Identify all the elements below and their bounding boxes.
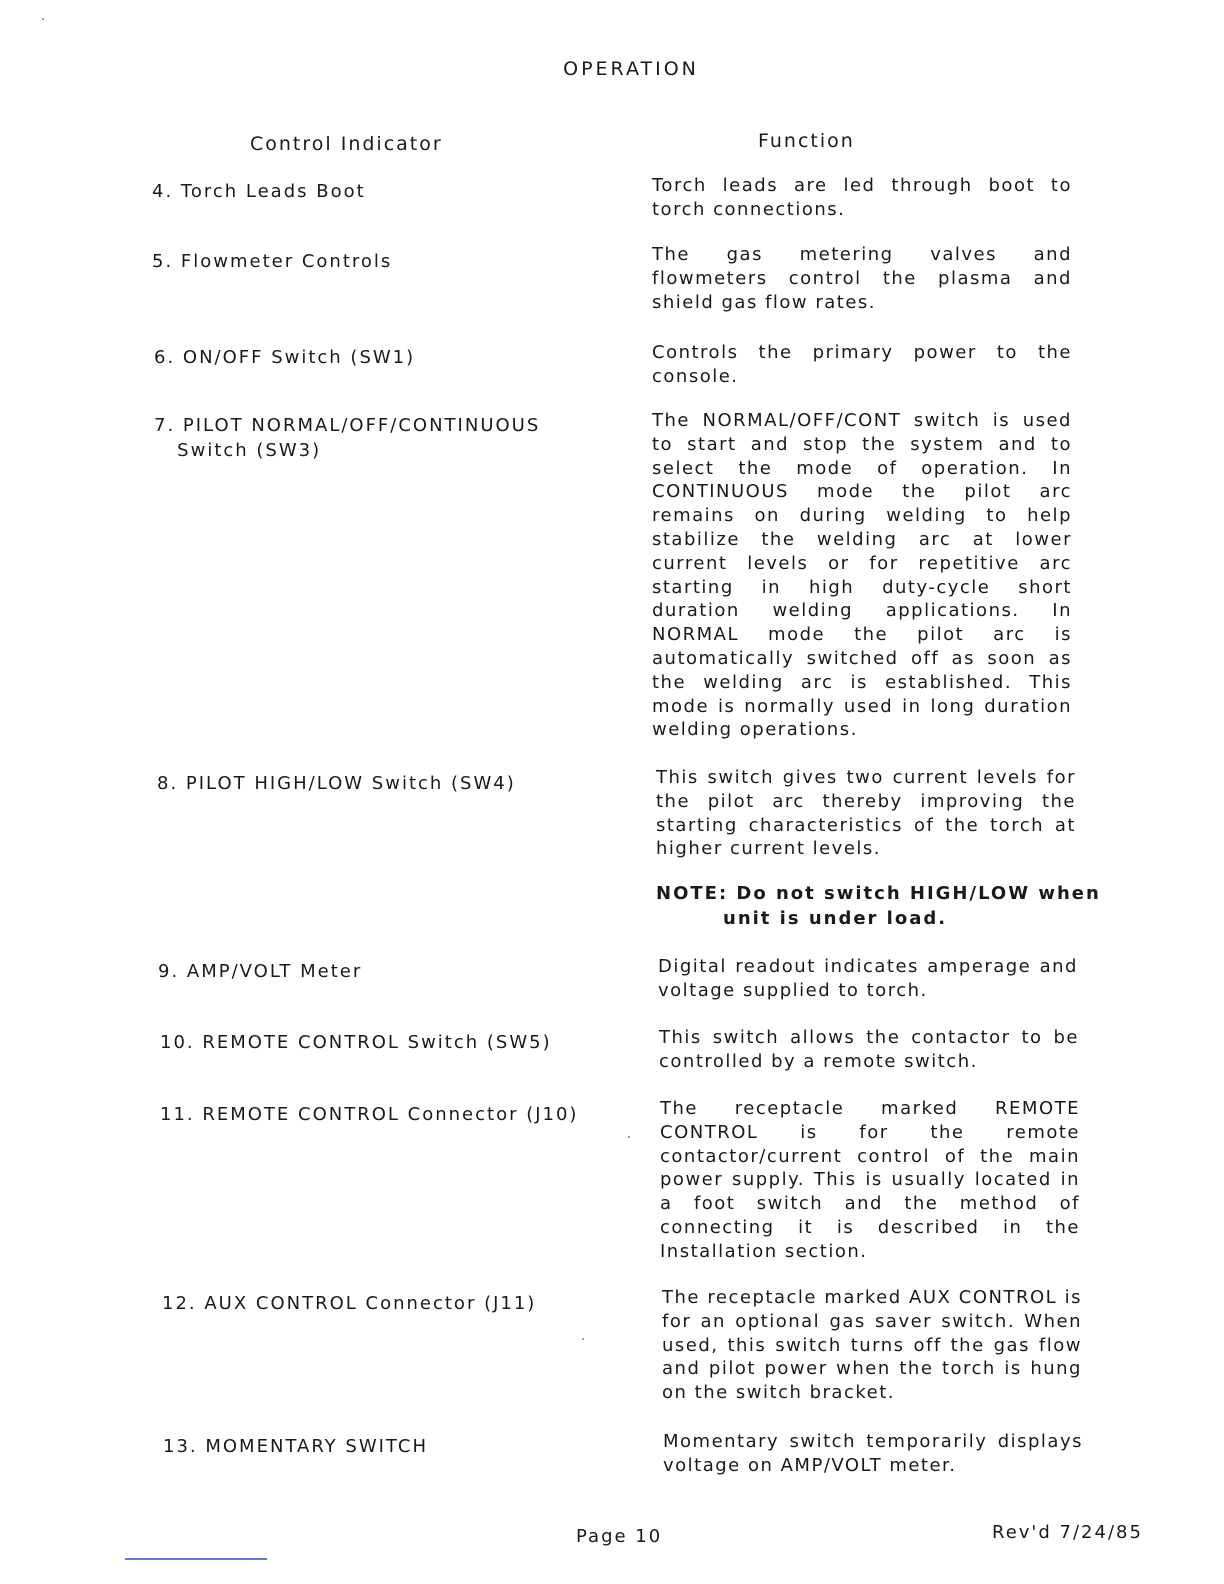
scan-speck	[628, 1136, 630, 1138]
function-item-7: The NORMAL/OFF/CONT switch is used to start and stop the system and to select the mode of operation. In CONTINUOUS mode the pilot arc remains on during welding to help stabilize the welding arc at lower current levels or for repetitive arc starting in high duty-cycle short duration welding applications. In NORMAL mode the pilot arc is automatically switched off as soon as the welding arc is established. This mode is normally used in long duration welding operations.	[652, 410, 1072, 741]
bottom-rule	[125, 1558, 267, 1560]
revision-date: Rev'd 7/24/85	[992, 1522, 1143, 1543]
scan-speck	[42, 18, 44, 20]
page-title: OPERATION	[563, 58, 699, 80]
control-item-9: 9. AMP/VOLT Meter	[158, 961, 363, 982]
function-item-11: The receptacle marked REMOTE CONTROL is for the remote contactor/current control of the main power supply. This is usually located in a foot switch and the method of connecting it is described in the Installation section.	[660, 1098, 1080, 1262]
high-low-note	[656, 881, 1101, 931]
scan-speck	[582, 1338, 584, 1340]
control-item-5: 5. Flowmeter Controls	[152, 251, 393, 272]
control-item-11: 11. REMOTE CONTROL Connector (J10)	[160, 1104, 579, 1125]
function-item-12: The receptacle marked AUX CONTROL is for an optional gas saver switch. When used, this switch turns off the gas flow and pilot power when the torch is hung on the switch bracket.	[662, 1287, 1082, 1404]
note-line-2: unit is under load.	[723, 908, 948, 929]
control-item-12: 12. AUX CONTROL Connector (J11)	[162, 1293, 537, 1314]
control-item-10: 10. REMOTE CONTROL Switch (SW5)	[160, 1032, 552, 1053]
function-item-13: Momentary switch temporarily displays voltage on AMP/VOLT meter.	[663, 1431, 1083, 1476]
function-item-10: This switch allows the contactor to be controlled by a remote switch.	[659, 1027, 1079, 1072]
control-item-8: 8. PILOT HIGH/LOW Switch (SW4)	[157, 773, 516, 794]
function-item-8: This switch gives two current levels for the pilot arc thereby improving the starting characteristics of the torch at higher current levels.	[656, 767, 1076, 860]
control-indicator-header: Control Indicator	[250, 133, 443, 155]
function-item-4: Torch leads are led through boot to torch connections.	[652, 175, 1072, 220]
control-item-7: 7. PILOT NORMAL/OFF/CONTINUOUS Switch (SW3)	[154, 415, 541, 461]
function-item-9: Digital readout indicates amperage and voltage supplied to torch.	[658, 956, 1078, 1001]
function-item-5: The gas metering valves and flowmeters control the plasma and shield gas flow rates.	[652, 244, 1072, 313]
page-number: Page 10	[576, 1526, 663, 1547]
control-item-6: 6. ON/OFF Switch (SW1)	[154, 347, 416, 368]
note-line-1: NOTE: Do not switch HIGH/LOW when	[656, 883, 1101, 904]
control-item-4: 4. Torch Leads Boot	[152, 181, 366, 202]
function-item-6: Controls the primary power to the console.	[652, 342, 1072, 387]
control-item-13: 13. MOMENTARY SWITCH	[163, 1436, 428, 1457]
function-header: Function	[758, 130, 855, 152]
